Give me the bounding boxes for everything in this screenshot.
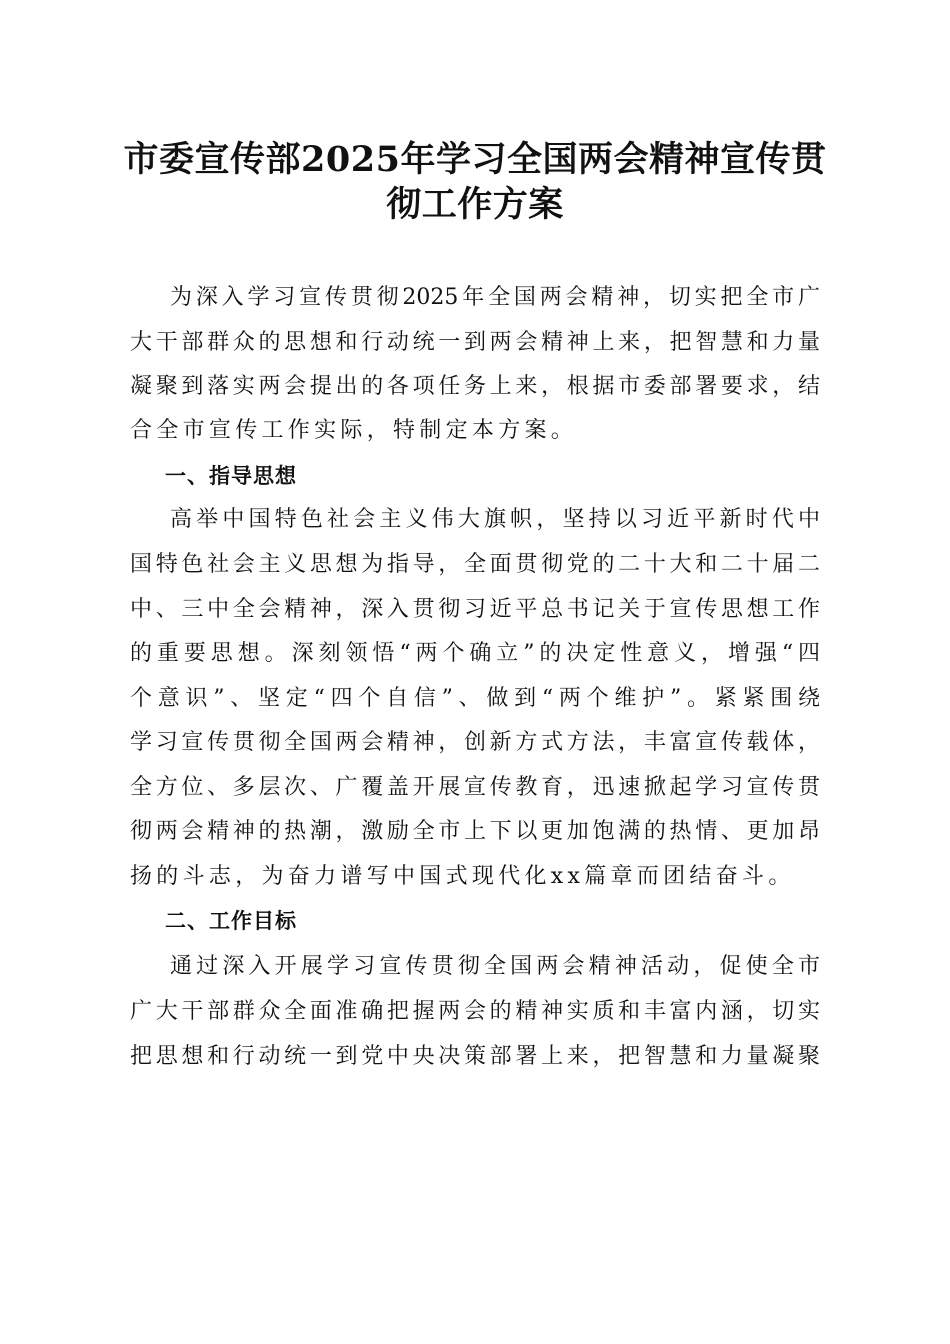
text-line: 彻两会精神的热潮，激励全市上下以更加饱满的热情、更加昂 xyxy=(130,819,820,844)
text-line: 的重要思想。深刻领悟“两个确立”的决定性意义，增强“四 xyxy=(130,641,820,666)
text-line: 合全市宣传工作实际，特制定本方案。 xyxy=(130,418,578,443)
text-line: 通过深入开展学习宣传贯彻全国两会精神活动，促使全市 xyxy=(170,954,820,979)
text-line: 扬的斗志，为奋力谱写中国式现代化xx篇章而团结奋斗。 xyxy=(130,864,795,889)
text-line: 为深入学习宣传贯彻2025年全国两会精神，切实把全市广 xyxy=(170,285,820,310)
text-line: 高举中国特色社会主义伟大旗帜，坚持以习近平新时代中 xyxy=(170,507,820,532)
text-line: 中、三中全会精神，深入贯彻习近平总书记关于宣传思想工作 xyxy=(130,597,820,622)
text-line: 广大干部群众全面准确把握两会的精神实质和丰富内涵，切实 xyxy=(130,999,820,1024)
text-line: 国特色社会主义思想为指导，全面贯彻党的二十大和二十届二 xyxy=(130,552,820,577)
text-line: 个意识”、坚定“四个自信”、做到“两个维护”。紧紧围绕 xyxy=(130,686,820,711)
text-line: 凝聚到落实两会提出的各项任务上来，根据市委部署要求，结 xyxy=(130,374,820,399)
section-heading: 二、工作目标 xyxy=(165,909,297,933)
text-line: 把思想和行动统一到党中央决策部署上来，把智慧和力量凝聚 xyxy=(130,1044,820,1069)
text-line: 全方位、多层次、广覆盖开展宣传教育，迅速掀起学习宣传贯 xyxy=(130,775,820,800)
title-line: 市委宣传部2025年学习全国两会精神宣传贯 xyxy=(123,139,827,180)
text-line: 学习宣传贯彻全国两会精神，创新方式方法，丰富宣传载体， xyxy=(130,730,820,755)
title-line: 彻工作方案 xyxy=(386,184,564,225)
section-heading: 一、指导思想 xyxy=(165,464,297,488)
text-line: 大干部群众的思想和行动统一到两会精神上来，把智慧和力量 xyxy=(130,330,820,355)
